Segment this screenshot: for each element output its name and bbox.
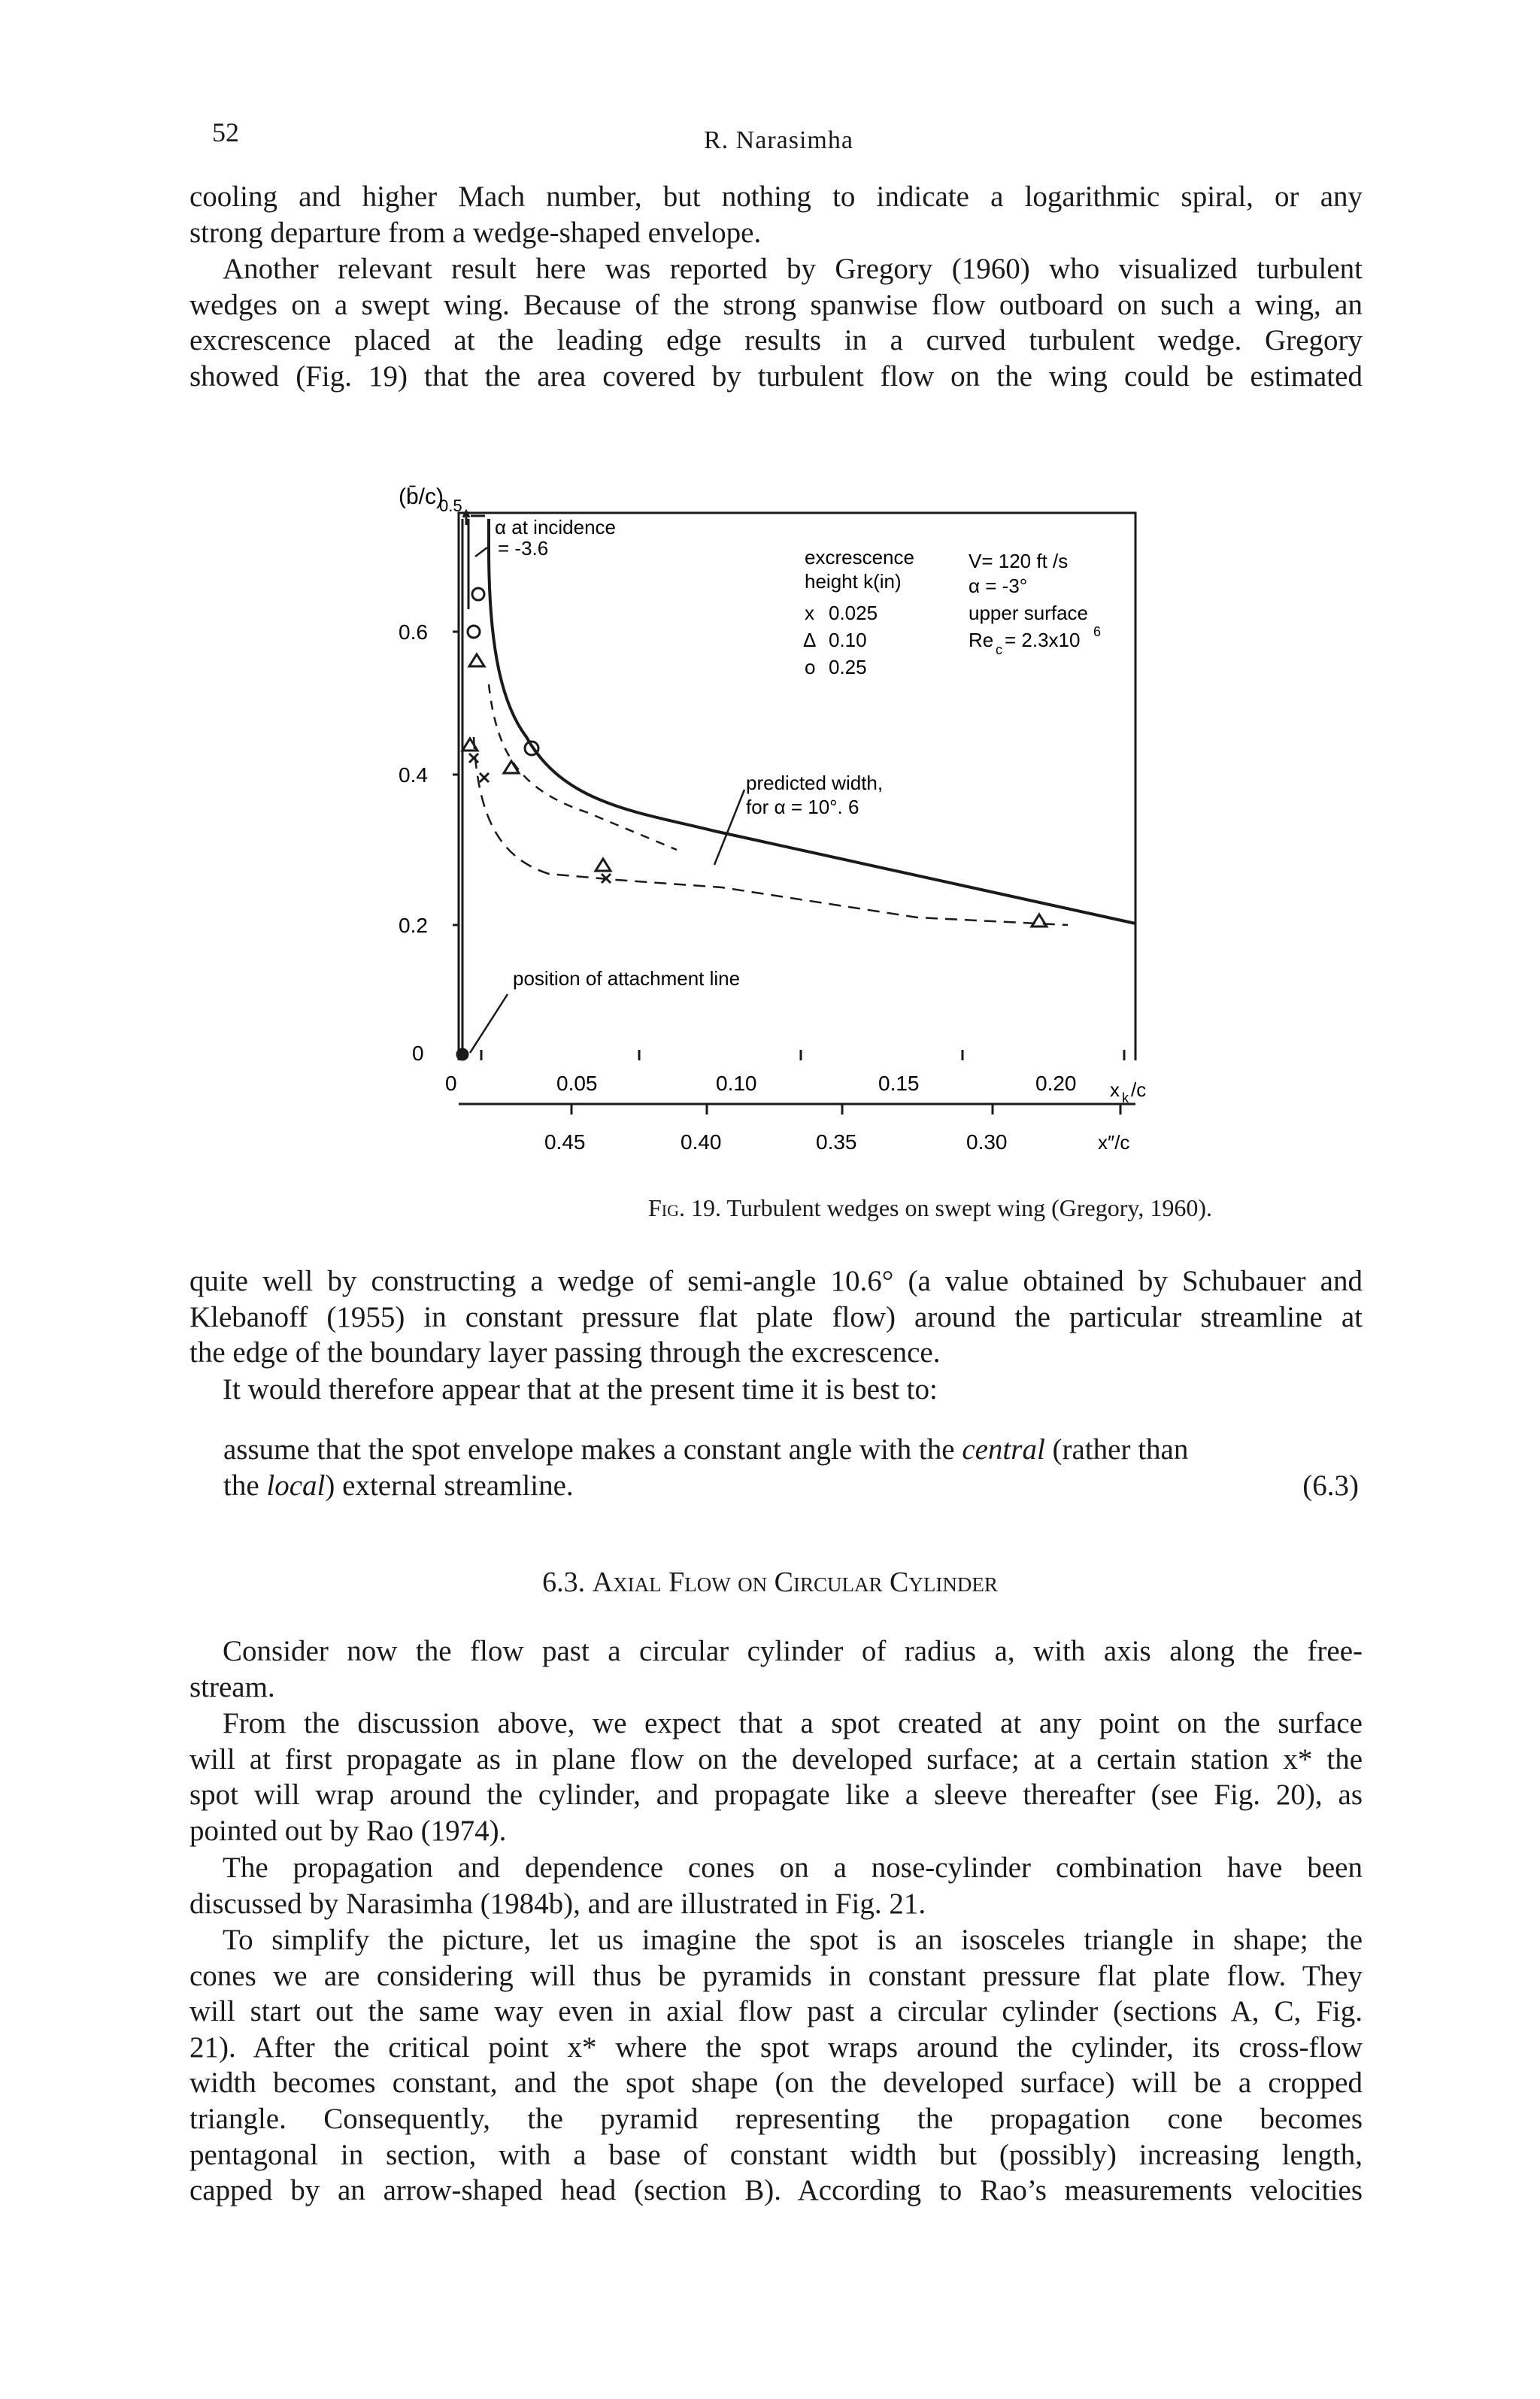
text-line: cones we are considering will thus be pyramids in constant pressure flat plate flow. They <box>189 1959 1363 1992</box>
section-heading: 6.3. Axial Flow on Circular Cylinder <box>542 1566 998 1598</box>
text-line: the edge of the boundary layer passing through the excrescence. <box>189 1336 941 1369</box>
x2-tick-label: 0.35 <box>816 1130 857 1154</box>
text-line: spot will wrap around the cylinder, and propagate like a sleeve thereafter (see Fig. 20), as <box>189 1779 1363 1812</box>
text-line: Consider now the flow past a circular cylinder of radius a, with axis along the free- <box>223 1635 1363 1667</box>
data-point-triangle <box>469 654 484 666</box>
legend-value: 0.10 <box>829 629 867 651</box>
text-line: From the discussion above, we expect that a spot created at any point on the surface <box>223 1707 1363 1739</box>
x2-axis-label: x″/c <box>1098 1131 1130 1154</box>
attachment-leader <box>470 994 508 1053</box>
text-line: pointed out by Rao (1974). <box>189 1814 507 1847</box>
condition-reynolds: Re <box>969 629 994 651</box>
x-tick-label: 0 <box>445 1072 457 1095</box>
data-point-cross <box>469 754 478 763</box>
text-line: 21). After the critical point x* where the spot wraps around the cylinder, its cross-flow <box>189 2031 1363 2064</box>
data-point-triangle <box>462 739 477 751</box>
x2-tick-label: 0.45 <box>544 1130 586 1154</box>
text-line: The propagation and dependence cones on a nose-cylinder combination have been <box>223 1852 1363 1884</box>
paragraph-cylinder <box>189 1633 1363 1705</box>
text-line: quite well by constructing a wedge of semi-angle 10.6° (a value obtained by Schubauer and <box>189 1265 1363 1297</box>
data-point-triangle <box>1032 914 1047 927</box>
figure-19-chart <box>391 459 1166 1181</box>
attachment-label: position of attachment line <box>513 967 741 990</box>
paragraph-recommendation <box>189 1372 1363 1408</box>
page-number: 52 <box>212 117 239 147</box>
text-line: cooling and higher Mach number, but nothing to indicate a logarithmic spiral, or any <box>189 180 1363 213</box>
text-line: stream. <box>189 1670 275 1703</box>
y-tick-label: 0.2 <box>399 914 428 937</box>
equation-number: (6.3) <box>1302 1469 1359 1502</box>
data-point-circle <box>468 626 480 638</box>
condition-alpha: α = -3° <box>969 575 1028 597</box>
incidence-value: = -3.6 <box>498 537 549 560</box>
legend-value: 0.025 <box>829 602 878 624</box>
paragraph-intro-continuation <box>189 179 1363 250</box>
incidence-label: α at incidence <box>495 516 617 538</box>
text-line: strong departure from a wedge-shaped envelope. <box>189 216 762 249</box>
predicted-label: for α = 10°. 6 <box>746 796 859 818</box>
x-tick-label: 0.15 <box>878 1072 920 1095</box>
text-line: excrescence placed at the leading edge results in a curved turbulent wedge. Gregory <box>189 324 1363 357</box>
condition-reynolds-sub: c <box>996 642 1002 657</box>
x-axis-label-sub: k <box>1122 1090 1129 1105</box>
paragraph-wedge <box>189 1263 1363 1371</box>
predicted-leader <box>714 790 744 865</box>
condition-reynolds-value: = 2.3x10 <box>1005 629 1081 651</box>
condition-velocity: V= 120 ft /s <box>969 550 1069 572</box>
y-tick-label: 0 <box>412 1042 424 1065</box>
statement-line-2: the local) external streamline. (6.3) <box>223 1468 1359 1504</box>
text-line: showed (Fig. 19) that the area covered by turbulent flow on the wing could be estimated <box>189 359 1363 393</box>
text-line: Klebanoff (1955) in constant pressure flat plate flow) around the particular streamline at <box>189 1300 1363 1333</box>
condition-reynolds-exp: 6 <box>1093 624 1102 639</box>
x-tick-label: 0.20 <box>1035 1072 1077 1095</box>
running-head-author: R. Narasimha <box>704 126 853 154</box>
dashed-envelope <box>474 737 1068 925</box>
text-line: It would therefore appear that at the present time it is best to: <box>223 1373 938 1406</box>
y-axis-label: (b̄/c) <box>399 484 444 509</box>
x-tick-label: 0.10 <box>716 1072 757 1095</box>
text-line: wedges on a swept wing. Because of the strong spanwise flow outboard on such a wing, an <box>189 288 1363 321</box>
legend-symbol: x <box>805 602 814 624</box>
legend-symbol: o <box>805 656 816 678</box>
x-axis-label-tail: /c <box>1131 1078 1147 1101</box>
x2-tick-label: 0.30 <box>966 1130 1008 1154</box>
statement-line-1: assume that the spot envelope makes a constant angle with the central (rather than <box>223 1433 1189 1466</box>
predicted-label: predicted width, <box>746 772 884 794</box>
text-line: width becomes constant, and the spot shape (on the developed surface) will be a cropped <box>189 2067 1363 2100</box>
legend-title: excrescence <box>805 546 914 569</box>
paragraph-isosceles <box>189 1922 1363 2209</box>
x-axis-label: x <box>1110 1078 1120 1101</box>
x-tick-label: 0.05 <box>556 1072 598 1095</box>
legend-value: 0.25 <box>829 656 867 678</box>
text-line: To simplify the picture, let us imagine the spot is an isosceles triangle in shape; the <box>223 1924 1363 1956</box>
figure-caption: Fig. 19. Turbulent wedges on swept wing (Gregory, 1960). <box>648 1194 1212 1221</box>
legend-title: height k(in) <box>805 570 902 593</box>
text-line: discussed by Narasimha (1984b), and are illustrated in Fig. 21. <box>189 1887 926 1920</box>
x2-tick-label: 0.40 <box>681 1130 722 1154</box>
condition-surface: upper surface <box>969 602 1088 624</box>
legend-symbol: Δ <box>803 629 817 651</box>
text-line: Another relevant result here was reported by Gregory (1960) who visualized turbulent <box>223 253 1363 285</box>
y-tick-label: 0.6 <box>399 620 428 644</box>
y-tick-label: 0.4 <box>399 763 428 787</box>
text-line: capped by an arrow-shaped head (section B). According to Rao’s measurements velocities <box>189 2174 1363 2207</box>
paragraph-cones <box>189 1850 1363 1921</box>
origin-point <box>457 1049 468 1060</box>
text-line: will start out the same way even in axial flow past a circular cylinder (sections A, C, Fig. <box>189 1995 1363 2028</box>
paragraph-gregory <box>189 251 1363 394</box>
text-line: triangle. Consequently, the pyramid representing the propagation cone becomes <box>189 2102 1363 2135</box>
text-line: will at first propagate as in plane flow on the developed surface; at a certain station x* the <box>189 1742 1363 1776</box>
data-point-triangle <box>596 859 611 871</box>
data-point-cross <box>480 773 489 782</box>
text-line: pentagonal in section, with a base of constant width but (possibly) increasing length, <box>189 2138 1363 2171</box>
data-point-circle <box>472 588 484 600</box>
y-axis-label-sub: 0.5 <box>439 496 462 515</box>
paragraph-spot-propagation <box>189 1706 1363 1849</box>
